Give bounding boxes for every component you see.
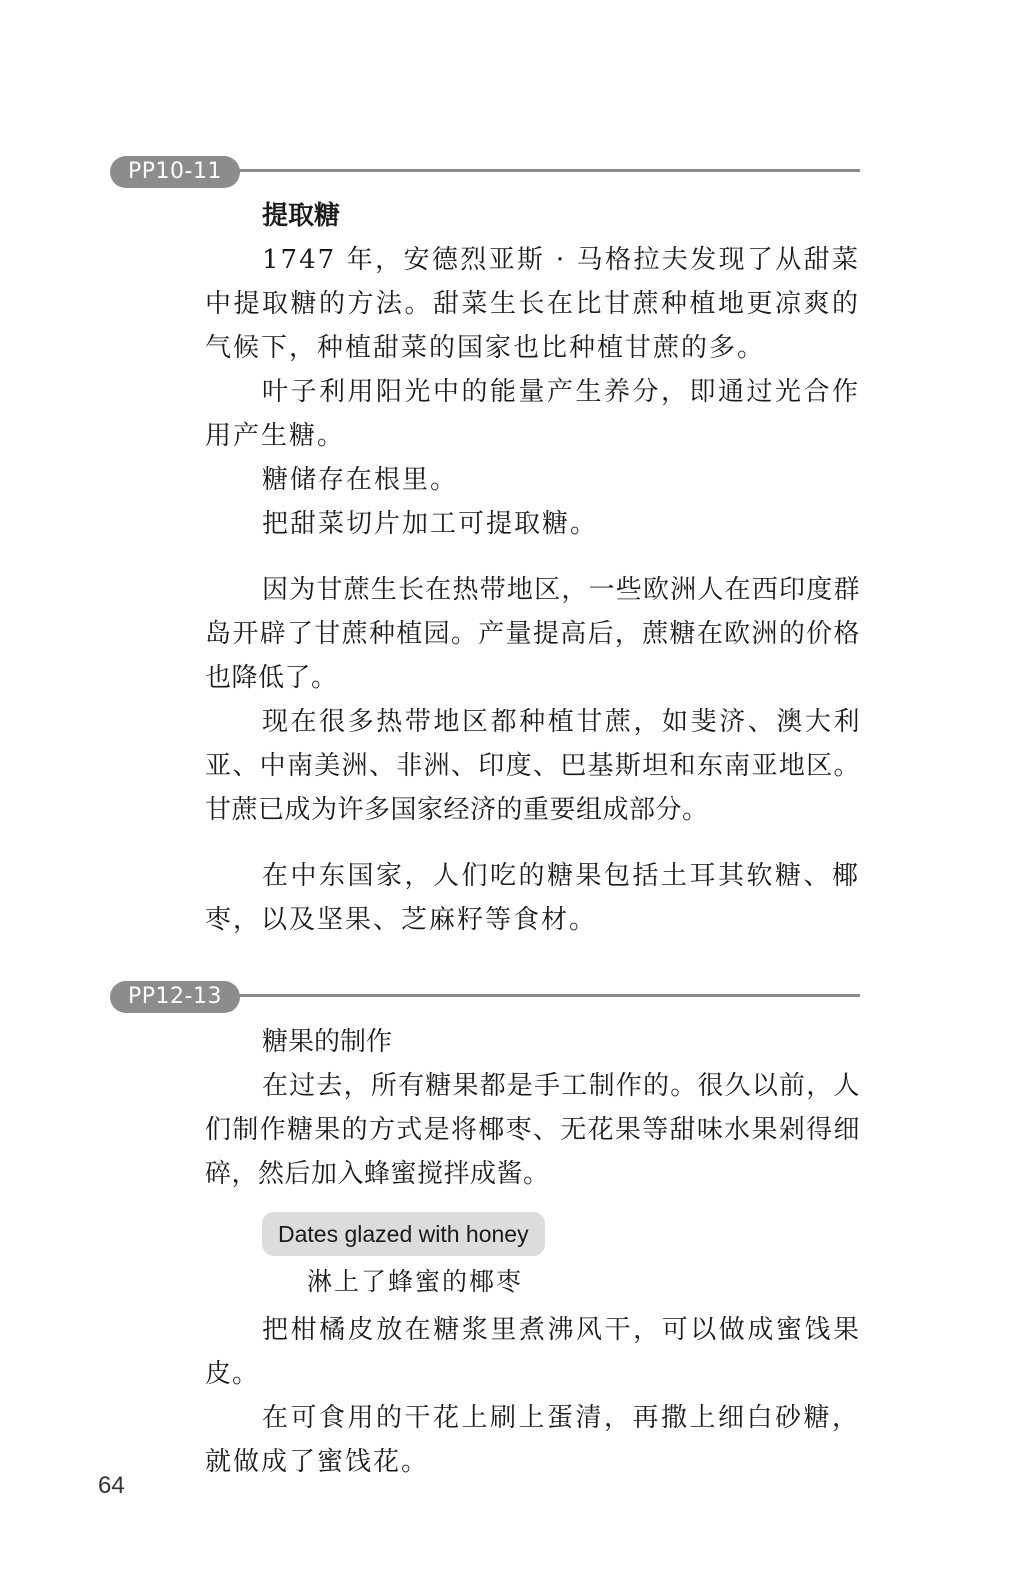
paragraph: 把柑橘皮放在糖浆里煮沸风干，可以做成蜜饯果皮。	[205, 1315, 860, 1389]
section-label: PP12-13	[110, 981, 240, 1013]
section-header-pp10-11	[110, 156, 860, 188]
section-header-pp12-13	[110, 981, 860, 1013]
paragraph: 把甜菜切片加工可提取糖。	[262, 509, 599, 539]
paragraph: 在可食用的干花上刷上蛋清，再撒上细白砂糖，就做成了蜜饯花。	[205, 1403, 860, 1477]
section-rule	[222, 169, 860, 172]
paragraph: 因为甘蔗生长在热带地区，一些欧洲人在西印度群岛开辟了甘蔗种植园。产量提高后，蔗糖在欧洲的价格也降低了。	[205, 575, 860, 693]
paragraph: 叶子利用阳光中的能量产生养分，即通过光合作用产生糖。	[205, 377, 860, 451]
section-body-pp12-13-continued	[205, 1308, 860, 1484]
paragraph: 糖储存在根里。	[262, 465, 459, 495]
image-caption-chinese: 淋上了蜂蜜的椰枣	[307, 1267, 524, 1296]
paragraph: 1747 年，安德烈亚斯 · 马格拉夫发现了从甜菜中提取糖的方法。甜菜生长在比甘蔗种植地更凉爽的气候下，种植甜菜的国家也比种植甘蔗的多。	[205, 245, 860, 363]
paragraph: 在中东国家，人们吃的糖果包括土耳其软糖、椰枣，以及坚果、芝麻籽等食材。	[205, 861, 860, 935]
paragraph: 现在很多热带地区都种植甘蔗，如斐济、澳大利亚、中南美洲、非洲、印度、巴基斯坦和东南亚地区。甘蔗已成为许多国家经济的重要组成部分。	[205, 707, 860, 825]
section-body-pp10-11	[205, 196, 860, 942]
section-title: 糖果的制作	[262, 1027, 393, 1057]
section-rule	[222, 994, 860, 997]
page-number: 64	[98, 1472, 125, 1499]
section-title: 提取糖	[262, 201, 341, 231]
paragraph: 在过去，所有糖果都是手工制作的。很久以前，人们制作糖果的方式是将椰枣、无花果等甜味水果剁得细碎，然后加入蜂蜜搅拌成酱。	[205, 1071, 860, 1189]
image-caption-english: Dates glazed with honey	[262, 1212, 545, 1256]
section-body-pp12-13	[205, 1022, 860, 1196]
section-label: PP10-11	[110, 156, 240, 188]
